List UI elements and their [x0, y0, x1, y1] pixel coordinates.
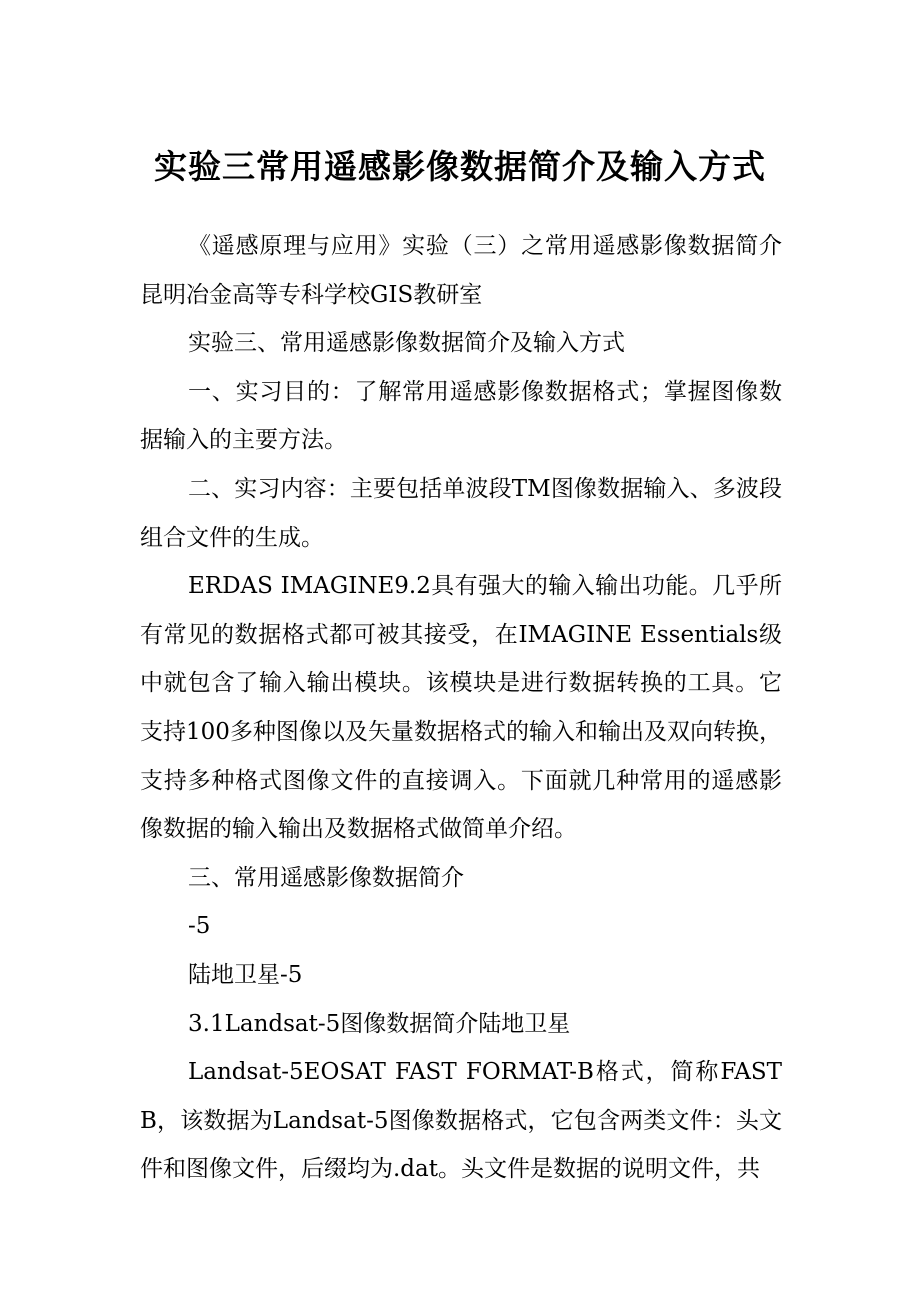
paragraph-purpose: 一、实习目的：了解常用遥感影像数据格式；掌握图像数据输入的主要方法。	[140, 378, 782, 454]
paragraph-content: 二、实习内容：主要包括单波段TM图像数据输入、多波段组合文件的生成。	[140, 475, 782, 551]
paragraph-landsat-label: 陆地卫星-5	[188, 961, 303, 988]
document-title: 实验三常用遥感影像数据简介及输入方式	[154, 147, 766, 186]
paragraph-course-intro: 《遥感原理与应用》实验（三）之常用遥感影像数据简介昆明冶金高等专科学校GIS教研室	[140, 233, 782, 308]
paragraph-section-three: 三、常用遥感影像数据简介	[188, 864, 464, 891]
paragraph-experiment-heading: 实验三、常用遥感影像数据简介及输入方式	[188, 330, 625, 357]
paragraph-minus-five: -5	[188, 913, 211, 940]
paragraph-fastb: Landsat-5EOSAT FAST FORMAT-B格式，简称FASTB，该数据为Landsat-5图像数据格式，它包含两类文件：头文件和图像文件，后缀均为.dat。头文件是数据的说明文件，共	[140, 1059, 782, 1183]
paragraph-erdas: ERDAS IMAGINE9.2具有强大的输入输出功能。几乎所有常见的数据格式都可被其接受，在IMAGINE Essentials级中就包含了输入输出模块。该模块是进行数据转换的工具。它支持100多种图像以及矢量数据格式的输入和输出及双向转换，支持多种格式图像文件的直接调入。下面就几种常用的遥感影像数据的输入输出及数据格式做简单介绍。	[140, 573, 782, 843]
document-body	[140, 222, 782, 1194]
paragraph-section-3-1: 3.1Landsat-5图像数据简介陆地卫星	[188, 1010, 571, 1037]
